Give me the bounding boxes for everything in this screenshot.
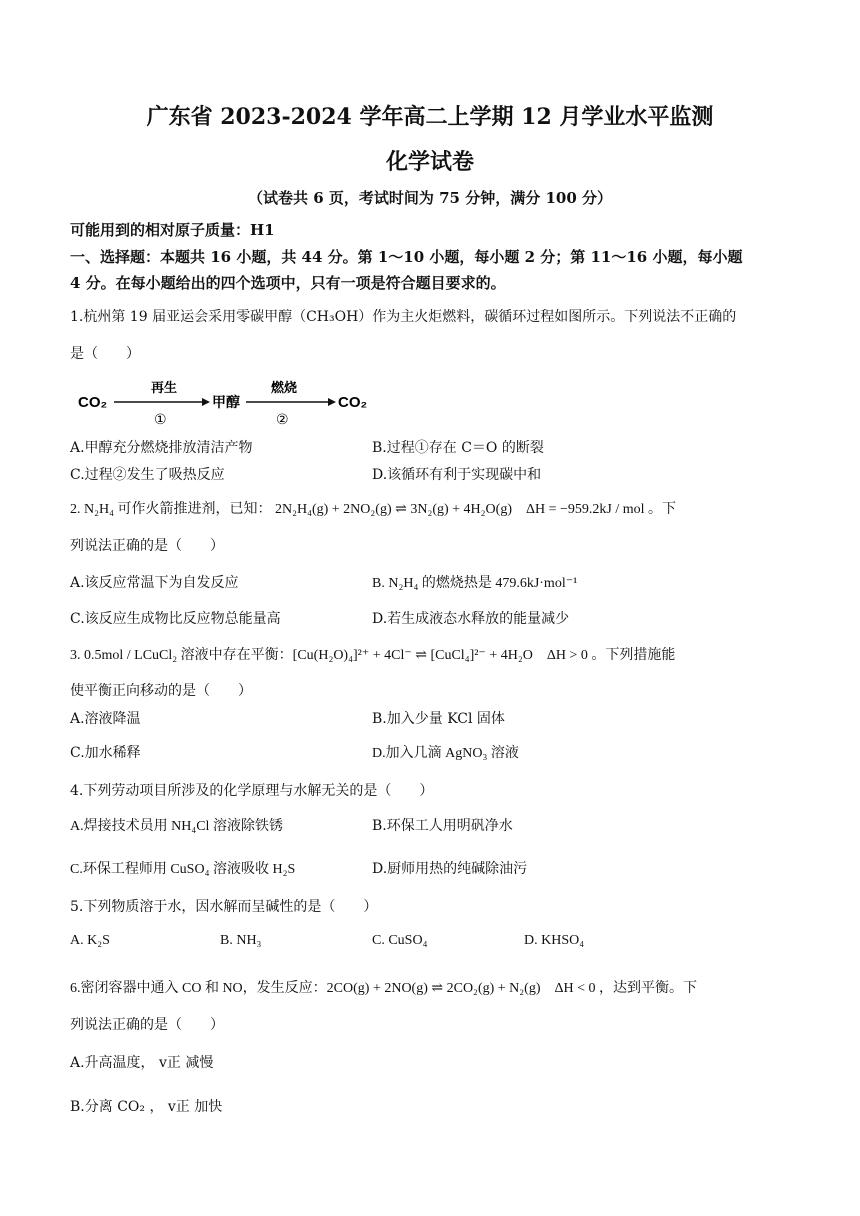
q6-option-b[interactable]: B.分离 CO₂ ， v正 加快	[70, 1099, 223, 1115]
carbon-cycle-diagram	[76, 376, 376, 430]
q3-stem-line1: 3. 0.5mol / LCuCl₂ 溶液中存在平衡：[Cu(H₂O)₄]²⁺ + 4Cl⁻ ⇌ [CuCl₄]²⁻ + 4H₂O ΔH > 0 。下列措施能	[70, 648, 676, 663]
q6-option-a[interactable]: A.升高温度， v正 减慢	[70, 1055, 214, 1071]
q1-option-a[interactable]: A.甲醇充分燃烧排放清洁产物	[70, 440, 253, 456]
diagram-step1-label: 再生	[151, 381, 178, 396]
q4-option-c[interactable]: C.环保工程师用 CuSO₄ 溶液吸收 H₂S	[70, 862, 296, 877]
diagram-step2-number: ②	[276, 412, 289, 428]
diagram-co2-right: CO₂	[338, 394, 368, 411]
q5-option-c[interactable]: C. CuSO₄	[372, 933, 428, 948]
q5-stem: 5.下列物质溶于水，因水解而呈碱性的是（ ）	[70, 899, 378, 915]
section-heading-line1: 一、选择题：本题共 16 小题，共 44 分。第 1～10 小题，每小题 2 分；第 11～16 小题，每小题	[70, 248, 743, 266]
q1-option-d[interactable]: D.该循环有利于实现碳中和	[372, 467, 542, 483]
q2-option-d[interactable]: D.若生成液态水释放的能量减少	[372, 611, 570, 627]
diagram-co2-left: CO₂	[78, 394, 108, 411]
diagram-arrowhead-2	[328, 398, 336, 406]
q4-option-d[interactable]: D.厨师用热的纯碱除油污	[372, 861, 528, 877]
exam-title: 广东省 2023-2024 学年高二上学期 12 月学业水平监测	[146, 104, 714, 130]
diagram-arrowhead-1	[202, 398, 210, 406]
exam-note: （试卷共 6 页，考试时间为 75 分钟，满分 100 分）	[248, 189, 612, 207]
q3-option-a[interactable]: A.溶液降温	[70, 711, 141, 727]
diagram-step1-number: ①	[154, 412, 167, 428]
q2-stem-line1: 2. N₂H₄ 可作火箭推进剂，已知： 2N₂H₄(g) + 2NO₂(g) ⇌ 3N₂(g) + 4H₂O(g) ΔH = −959.2kJ / mol 。下	[70, 502, 676, 517]
q3-option-b[interactable]: B.加入少量 KCl 固体	[372, 711, 505, 727]
q6-stem-line2: 列说法正确的是（ ）	[70, 1017, 224, 1033]
q3-option-c[interactable]: C.加水稀释	[70, 745, 141, 761]
q4-option-b[interactable]: B.环保工人用明矾净水	[372, 818, 513, 834]
q6-stem-line1: 6.密闭容器中通入 CO 和 NO，发生反应：2CO(g) + 2NO(g) ⇌ 2CO₂(g) + N₂(g) ΔH < 0 ，达到平衡。下	[70, 981, 697, 996]
q1-stem-line1: 1.杭州第 19 届亚运会采用零碳甲醇（CH₃OH）作为主火炬燃料，碳循环过程如图所示。下列说法不正确的	[70, 309, 737, 325]
section-heading-line2: 4 分。在每小题给出的四个选项中，只有一项是符合题目要求的。	[70, 274, 506, 292]
q1-option-b[interactable]: B.过程①存在 C＝O 的断裂	[372, 440, 544, 456]
q1-option-c[interactable]: C.过程②发生了吸热反应	[70, 467, 225, 483]
q1-stem-line2: 是（ ）	[70, 346, 140, 362]
q3-option-d[interactable]: D.加入几滴 AgNO₃ 溶液	[372, 746, 519, 761]
q2-option-a[interactable]: A.该反应常温下为自发反应	[70, 575, 239, 591]
q2-stem-line2: 列说法正确的是（ ）	[70, 538, 224, 554]
q5-option-a[interactable]: A. K₂S	[70, 933, 110, 948]
q4-stem: 4.下列劳动项目所涉及的化学原理与水解无关的是（ ）	[70, 783, 434, 799]
q5-option-b[interactable]: B. NH₃	[220, 933, 262, 948]
q4-option-a[interactable]: A.焊接技术员用 NH₄Cl 溶液除铁锈	[70, 819, 283, 834]
q3-stem-line2: 使平衡正向移动的是（ ）	[70, 683, 252, 699]
q2-option-b[interactable]: B. N₂H₄ 的燃烧热是 479.6kJ·mol⁻¹	[372, 576, 578, 591]
atomic-mass-line: 可能用到的相对原子质量：H1	[70, 221, 275, 239]
subject-title: 化学试卷	[385, 149, 474, 175]
q2-option-c[interactable]: C.该反应生成物比反应物总能量高	[70, 611, 281, 627]
diagram-step2-label: 燃烧	[271, 381, 298, 396]
q5-option-d[interactable]: D. KHSO₄	[524, 933, 585, 948]
diagram-methanol: 甲醇	[212, 395, 240, 411]
